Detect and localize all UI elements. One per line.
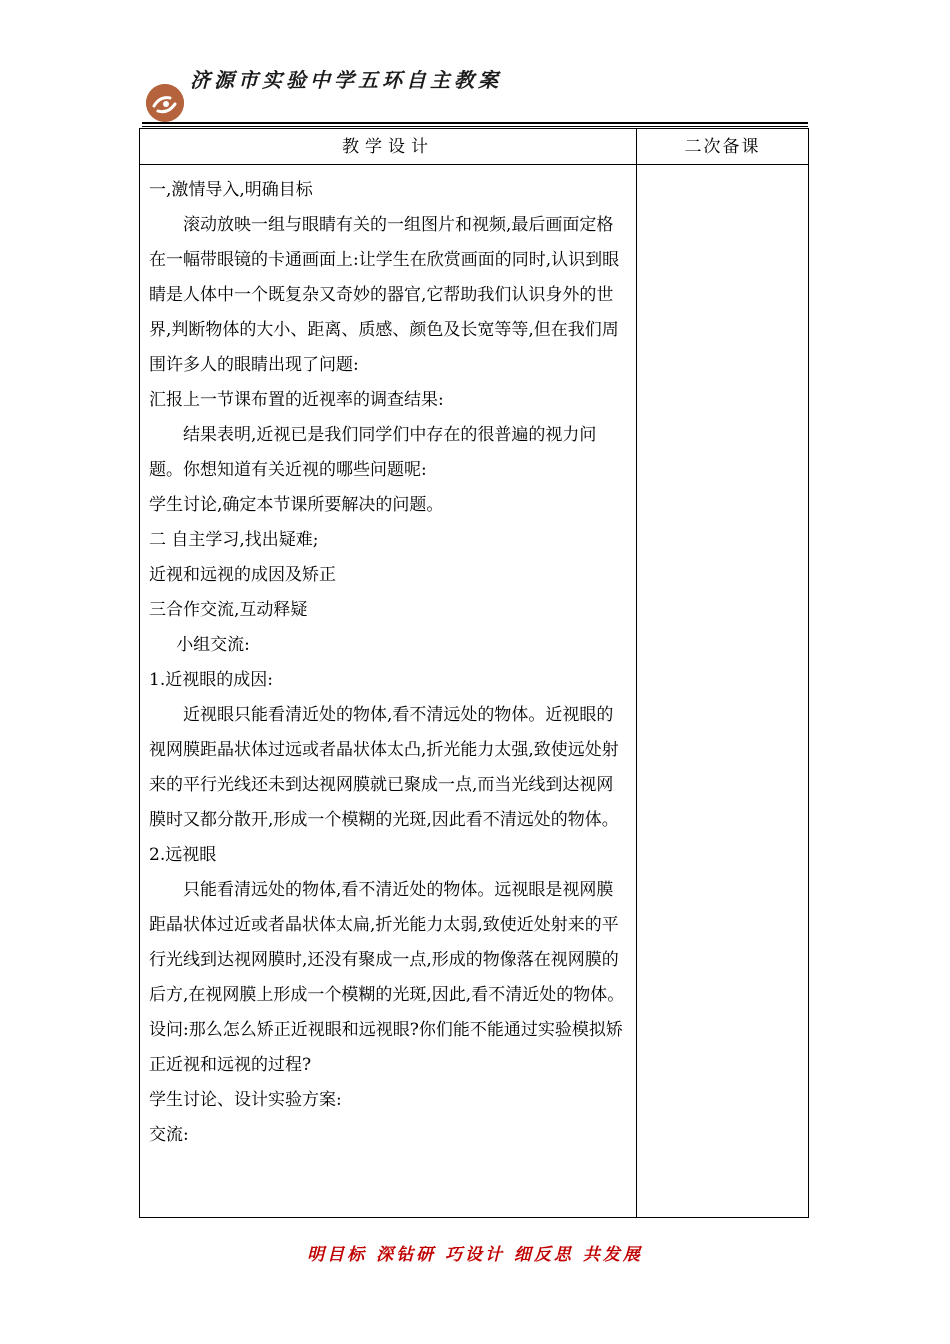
paragraph: 学生讨论,确定本节课所要解决的问题。 [149,495,444,515]
paragraph: 设问:那么怎么矫正近视眼和远视眼?你们能不能通过实验模拟矫正近视和远视的过程? [149,1020,623,1075]
school-title: 济源市实验中学五环自主教案 [190,68,502,92]
teaching-design-header: 教学设计 [342,137,434,157]
paragraph: 汇报上一节课布置的近视率的调查结果: [149,390,444,410]
section-heading: 三合作交流,互动释疑 [149,600,308,620]
subheading: 2.远视眼 [149,845,217,865]
header-rule [142,122,808,124]
page-header [0,0,950,130]
section-heading: 二 自主学习,找出疑难; [149,530,319,550]
paragraph: 学生讨论、设计实验方案: [149,1090,342,1110]
paragraph: 只能看清远处的物体,看不清近处的物体。远视眼是视网膜距晶状体过近或者晶状体太扁,折光能力太弱,致使近处射来的平行光线到达视网膜时,还没有聚成一点,形成的物像落在视网膜的后方,在视网膜上形成一个模糊的光斑,因此,看不清近处的物体。 [149,880,625,1005]
school-logo-icon [146,84,184,122]
table-header-row [140,129,808,165]
paragraph: 交流: [149,1125,189,1145]
paragraph: 近视和远视的成因及矫正 [149,565,336,585]
footer-motto: 明目标 深钻研 巧设计 细反思 共发展 [307,1245,643,1265]
paragraph: 滚动放映一组与眼睛有关的一组图片和视频,最后画面定格在一幅带眼镜的卡通画面上:让学生在欣赏画面的同时,认识到眼睛是人体中一个既复杂又奇妙的器官,它帮助我们认识身外的世界,判断物体的大小、距离、质感、颜色及长宽等等,但在我们周围许多人的眼睛出现了问题: [149,215,620,375]
teaching-design-content [149,173,629,1153]
paragraph: 近视眼只能看清近处的物体,看不清远处的物体。近视眼的视网膜距晶状体过远或者晶状体太凸,折光能力太强,致使远处射来的平行光线还未到达视网膜就已聚成一点,而当光线到达视网膜时又都分散开,形成一个模糊的光斑,因此看不清远处的物体。 [149,705,619,830]
second-preparation-header: 二次备课 [684,137,761,157]
subheading: 1.近视眼的成因: [149,670,273,690]
section-heading: 一,激情导入,明确目标 [149,180,313,200]
lesson-plan-table [139,128,809,1218]
paragraph: 小组交流: [176,635,250,655]
header-rule-thin [142,126,808,127]
second-preparation-column [637,165,808,1217]
paragraph: 结果表明,近视已是我们同学们中存在的很普遍的视力问题。你想知道有关近视的哪些问题呢: [149,425,597,480]
